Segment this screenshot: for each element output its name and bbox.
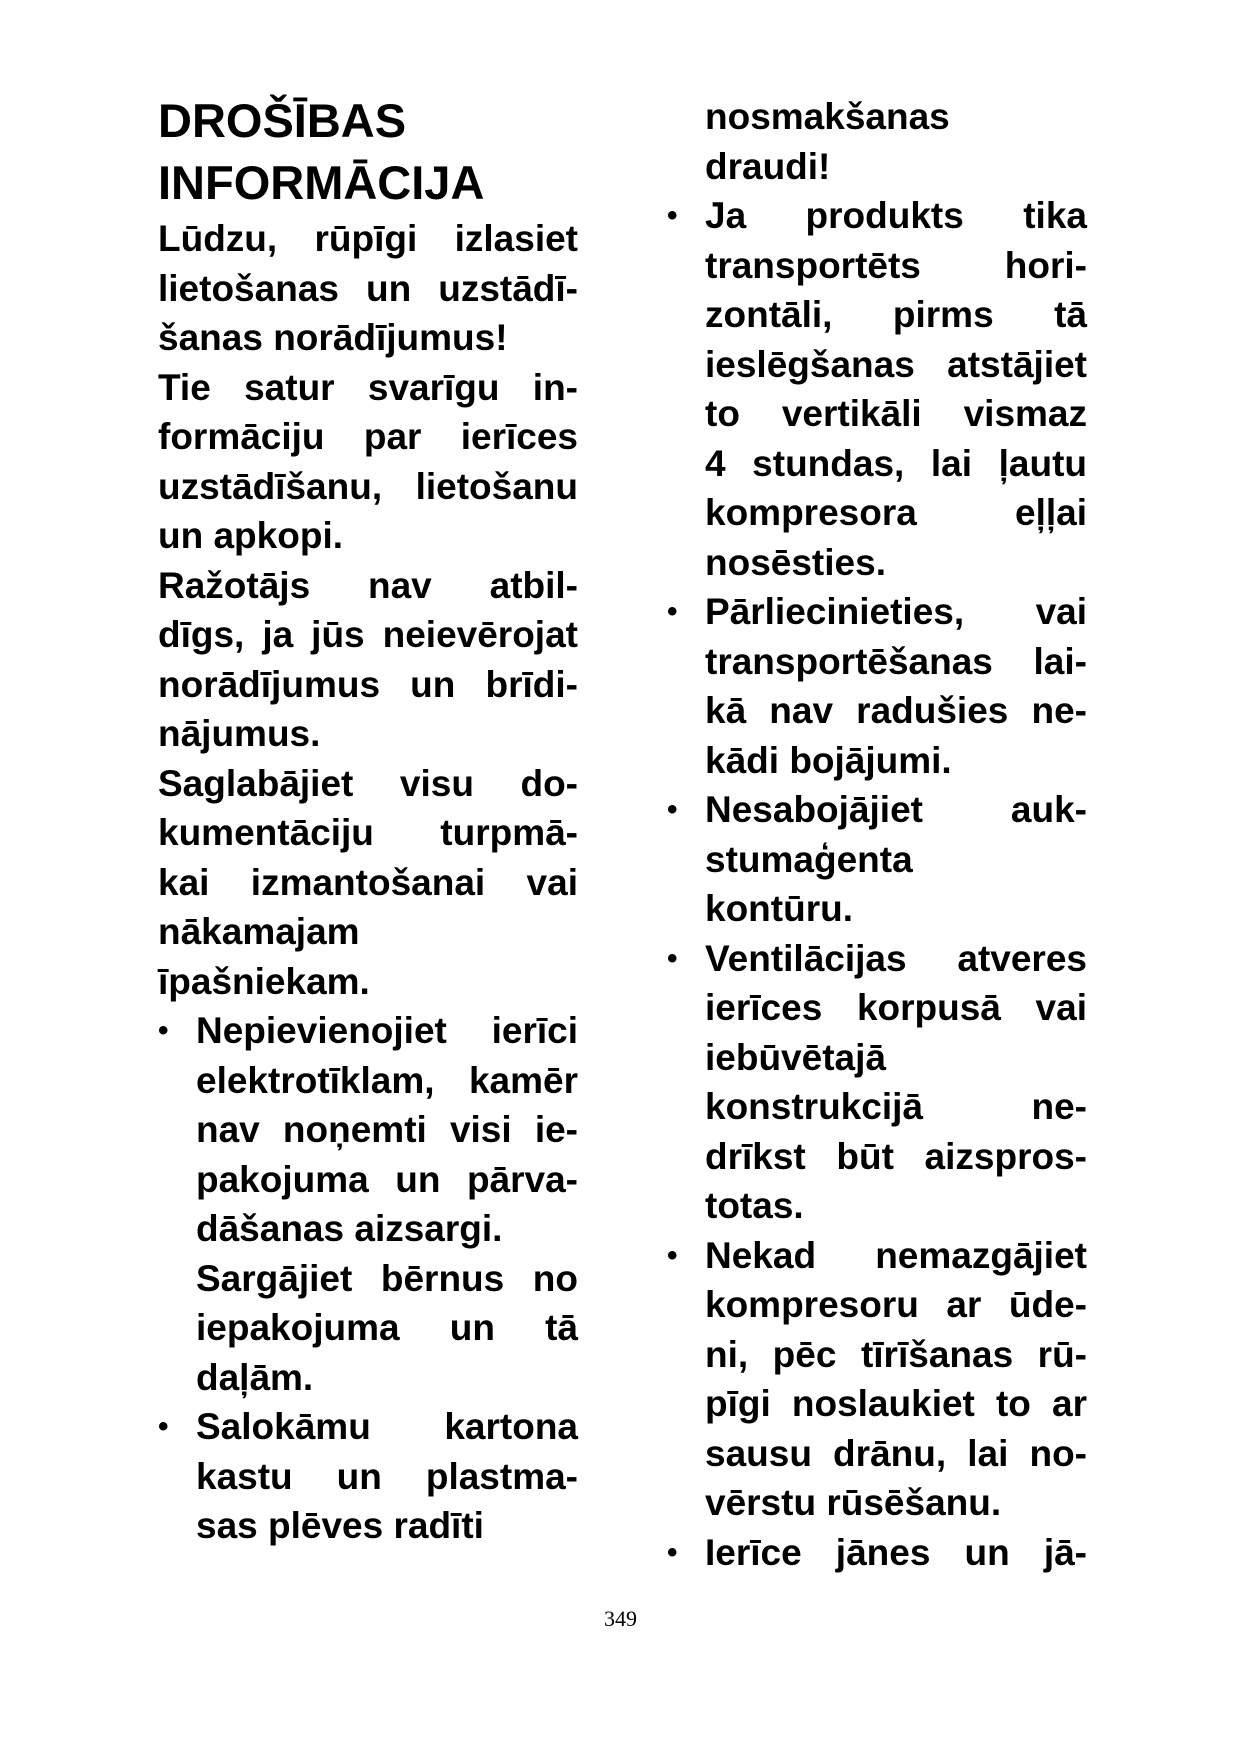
intro-paragraph bbox=[158, 363, 578, 561]
text-line: kastu un plastma- bbox=[196, 1455, 578, 1497]
text-line: nosmakšanas bbox=[705, 96, 950, 137]
text-line: iepakojuma un tā bbox=[196, 1307, 578, 1348]
text-line: stumaģenta bbox=[705, 838, 913, 880]
text-line: iebūvētajā bbox=[705, 1036, 886, 1078]
intro-paragraph bbox=[158, 214, 578, 363]
text-line: Salokāmu kartona bbox=[196, 1406, 578, 1447]
bullet-marker: • bbox=[667, 1535, 678, 1569]
text-line: Ražotājs nav atbil- bbox=[158, 564, 578, 606]
text-line: formāciju par ierīces bbox=[158, 416, 578, 457]
bullet-marker: • bbox=[667, 199, 678, 232]
bullet-item bbox=[667, 587, 1087, 785]
bullet-marker: • bbox=[158, 1014, 169, 1047]
text-line: pīgi noslaukiet to ar bbox=[705, 1383, 1087, 1424]
left-column bbox=[158, 90, 578, 1551]
bullet-marker: • bbox=[667, 595, 678, 628]
intro-paragraph bbox=[158, 759, 578, 1007]
page-number: 349 bbox=[604, 1606, 637, 1631]
text-line: sausu drānu, lai no- bbox=[705, 1432, 1087, 1474]
heading-line: DROŠĪBAS bbox=[158, 94, 407, 147]
text-line: daļām. bbox=[196, 1356, 314, 1398]
bullet-item bbox=[667, 1231, 1087, 1528]
text-line: ierīces korpusā vai bbox=[705, 987, 1087, 1028]
text-line: uzstādīšanu, lietošanu bbox=[158, 465, 578, 507]
text-line: Nepievienojiet ierīci bbox=[196, 1010, 578, 1051]
text-line: dāšanas aizsargi. bbox=[196, 1208, 503, 1249]
text-line: Pārliecinieties, vai bbox=[705, 591, 1087, 632]
bullet-item bbox=[158, 1006, 578, 1402]
text-line: nosēsties. bbox=[705, 541, 886, 583]
text-line: Tie satur svarīgu in- bbox=[158, 366, 578, 408]
text-line: Nesabojājiet auk- bbox=[705, 789, 1087, 830]
text-line: dīgs, ja jūs neievērojat bbox=[158, 614, 578, 655]
heading-line: INFORMĀCIJA bbox=[158, 156, 485, 209]
text-line: nav noņemti visi ie- bbox=[196, 1109, 578, 1150]
bullet-item bbox=[158, 1402, 578, 1551]
bullet-marker: • bbox=[667, 1238, 678, 1272]
text-line: totas. bbox=[705, 1185, 804, 1226]
text-line: elektrotīklam, kamēr bbox=[196, 1059, 578, 1101]
text-line: īpašniekam. bbox=[158, 960, 370, 1002]
text-line: drīkst būt aizspros- bbox=[705, 1135, 1087, 1177]
text-line: Saglabājiet visu do- bbox=[158, 762, 578, 804]
bullet-item bbox=[667, 191, 1087, 587]
text-line: kontūru. bbox=[705, 888, 853, 929]
text-line: nājumus. bbox=[158, 713, 321, 754]
bullet-marker: • bbox=[667, 941, 678, 975]
text-line: zontāli, pirms tā bbox=[705, 294, 1087, 335]
text-line: Lūdzu, rūpīgi izlasiet bbox=[158, 218, 578, 259]
text-line: transportēšanas lai- bbox=[705, 640, 1087, 682]
text-line: šanas norādījumus! bbox=[158, 317, 508, 358]
bullet-item bbox=[667, 1528, 1087, 1578]
text-line: Ja produkts tika bbox=[705, 195, 1087, 236]
text-line: un apkopi. bbox=[158, 515, 343, 556]
text-line: kādi bojājumi. bbox=[705, 739, 952, 781]
text-line: draudi! bbox=[705, 145, 831, 187]
text-line: konstrukcijā ne- bbox=[705, 1086, 1087, 1127]
right-column bbox=[667, 92, 1087, 1577]
text-line: ni, pēc tīrīšanas rū- bbox=[705, 1333, 1087, 1375]
bullet-marker: • bbox=[158, 1410, 169, 1443]
text-line: lietošanas un uzstādī- bbox=[158, 267, 578, 309]
text-line: Nekad nemazgājiet bbox=[705, 1234, 1087, 1276]
text-line: norādījumus un brīdi- bbox=[158, 663, 578, 705]
text-line: Sargājiet bērnus no bbox=[196, 1257, 578, 1299]
text-line: transportēts hori- bbox=[705, 244, 1087, 286]
intro-paragraph bbox=[158, 561, 578, 759]
text-line: sas plēves radīti bbox=[196, 1505, 484, 1546]
text-line: vērstu rūsēšanu. bbox=[705, 1482, 1002, 1523]
text-line: kompresora eļļai bbox=[705, 492, 1087, 533]
text-line: kai izmantošanai vai bbox=[158, 861, 578, 903]
text-line: Ventilācijas atveres bbox=[705, 937, 1087, 979]
text-line: kumentāciju turpmā- bbox=[158, 812, 578, 853]
bullet-item bbox=[667, 934, 1087, 1231]
text-line: pakojuma un pārva- bbox=[196, 1158, 578, 1200]
bullet-item bbox=[667, 785, 1087, 934]
text-line: kompresoru ar ūde- bbox=[705, 1284, 1087, 1325]
text-line: kā nav radušies ne- bbox=[705, 690, 1087, 731]
continuation-text bbox=[667, 92, 1087, 191]
text-line: ieslēgšanas atstājiet bbox=[705, 343, 1087, 385]
text-line: nākamajam bbox=[158, 911, 360, 952]
section-heading bbox=[158, 90, 578, 214]
text-line: 4 stundas, lai ļautu bbox=[705, 442, 1087, 484]
text-line: Ierīce jānes un jā- bbox=[705, 1531, 1087, 1573]
text-line: to vertikāli vismaz bbox=[705, 393, 1087, 434]
bullet-marker: • bbox=[667, 793, 678, 826]
